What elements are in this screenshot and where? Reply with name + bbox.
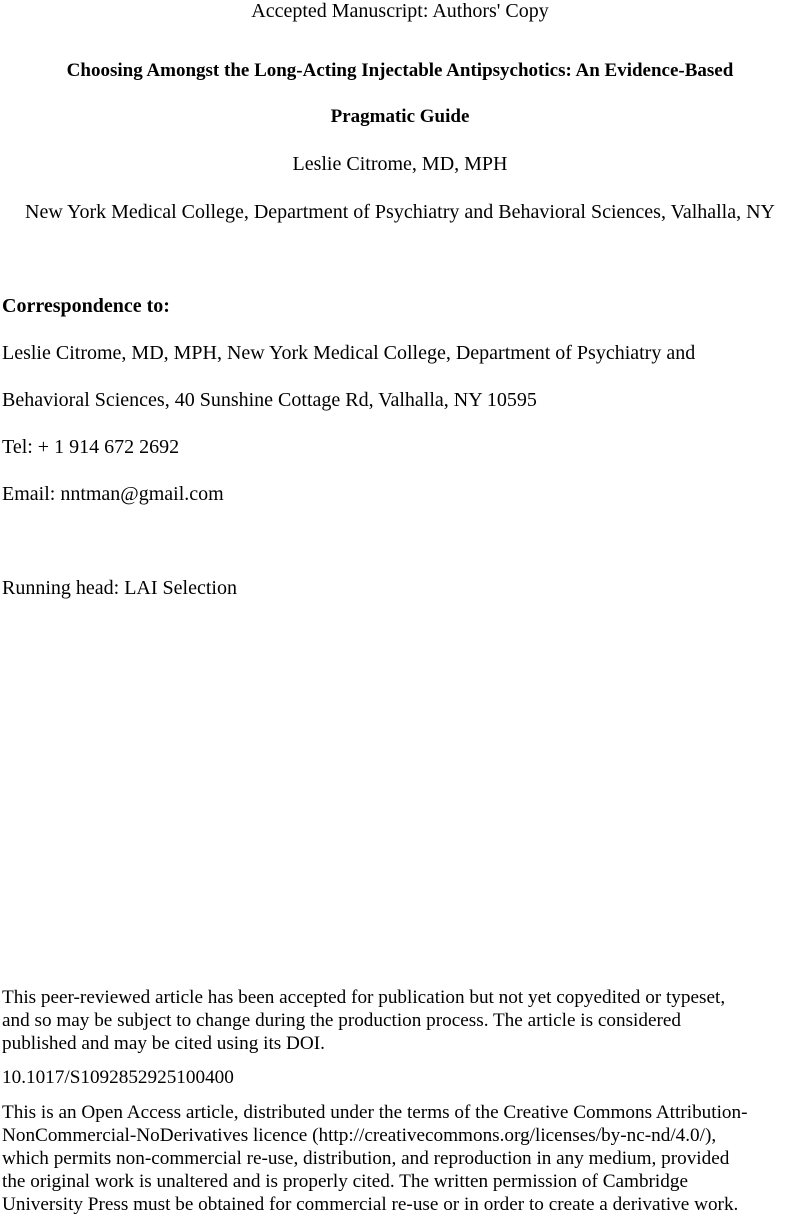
- license-notice-line-2: NonCommercial-NoDerivatives licence (http://creativecommons.org/licenses/by-nc-nd/4.0/),: [2, 1125, 717, 1146]
- paper-title-line-1: Choosing Amongst the Long-Acting Injectable Antipsychotics: An Evidence-Based: [66, 60, 734, 81]
- correspondence-address-line-2: Behavioral Sciences, 40 Sunshine Cottage Rd, Valhalla, NY 10595: [2, 389, 537, 411]
- correspondence-heading: Correspondence to:: [2, 295, 170, 317]
- running-head: Running head: LAI Selection: [2, 577, 237, 599]
- running-label: Accepted Manuscript: Authors' Copy: [251, 0, 549, 22]
- correspondence-address-line-1: Leslie Citrome, MD, MPH, New York Medical College, Department of Psychiatry and: [2, 342, 696, 364]
- publication-notice-line-3: published and may be cited using its DOI.: [2, 1033, 325, 1054]
- publication-notice-line-1: This peer-reviewed article has been accepted for publication but not yet copyedited or typeset,: [2, 987, 726, 1008]
- license-notice-line-3: which permits non-commercial re-use, distribution, and reproduction in any medium, provided: [2, 1148, 730, 1169]
- affiliation: New York Medical College, Department of Psychiatry and Behavioral Sciences, Valhalla, NY: [25, 201, 775, 223]
- license-notice-line-1: This is an Open Access article, distributed under the terms of the Creative Commons Attribution-: [2, 1102, 748, 1123]
- publication-notice-line-2: and so may be subject to change during the production process. The article is considered: [2, 1010, 682, 1031]
- license-notice-line-5: University Press must be obtained for commercial re-use or in order to create a derivative work.: [2, 1194, 739, 1215]
- correspondence-tel: Tel: + 1 914 672 2692: [2, 436, 180, 458]
- license-notice-line-4: the original work is unaltered and is properly cited. The written permission of Cambridge: [2, 1171, 688, 1192]
- correspondence-email: Email: nntman@gmail.com: [2, 483, 224, 505]
- paper-title-line-2: Pragmatic Guide: [330, 106, 470, 127]
- doi: 10.1017/S1092852925100400: [2, 1067, 234, 1088]
- author: Leslie Citrome, MD, MPH: [292, 153, 508, 175]
